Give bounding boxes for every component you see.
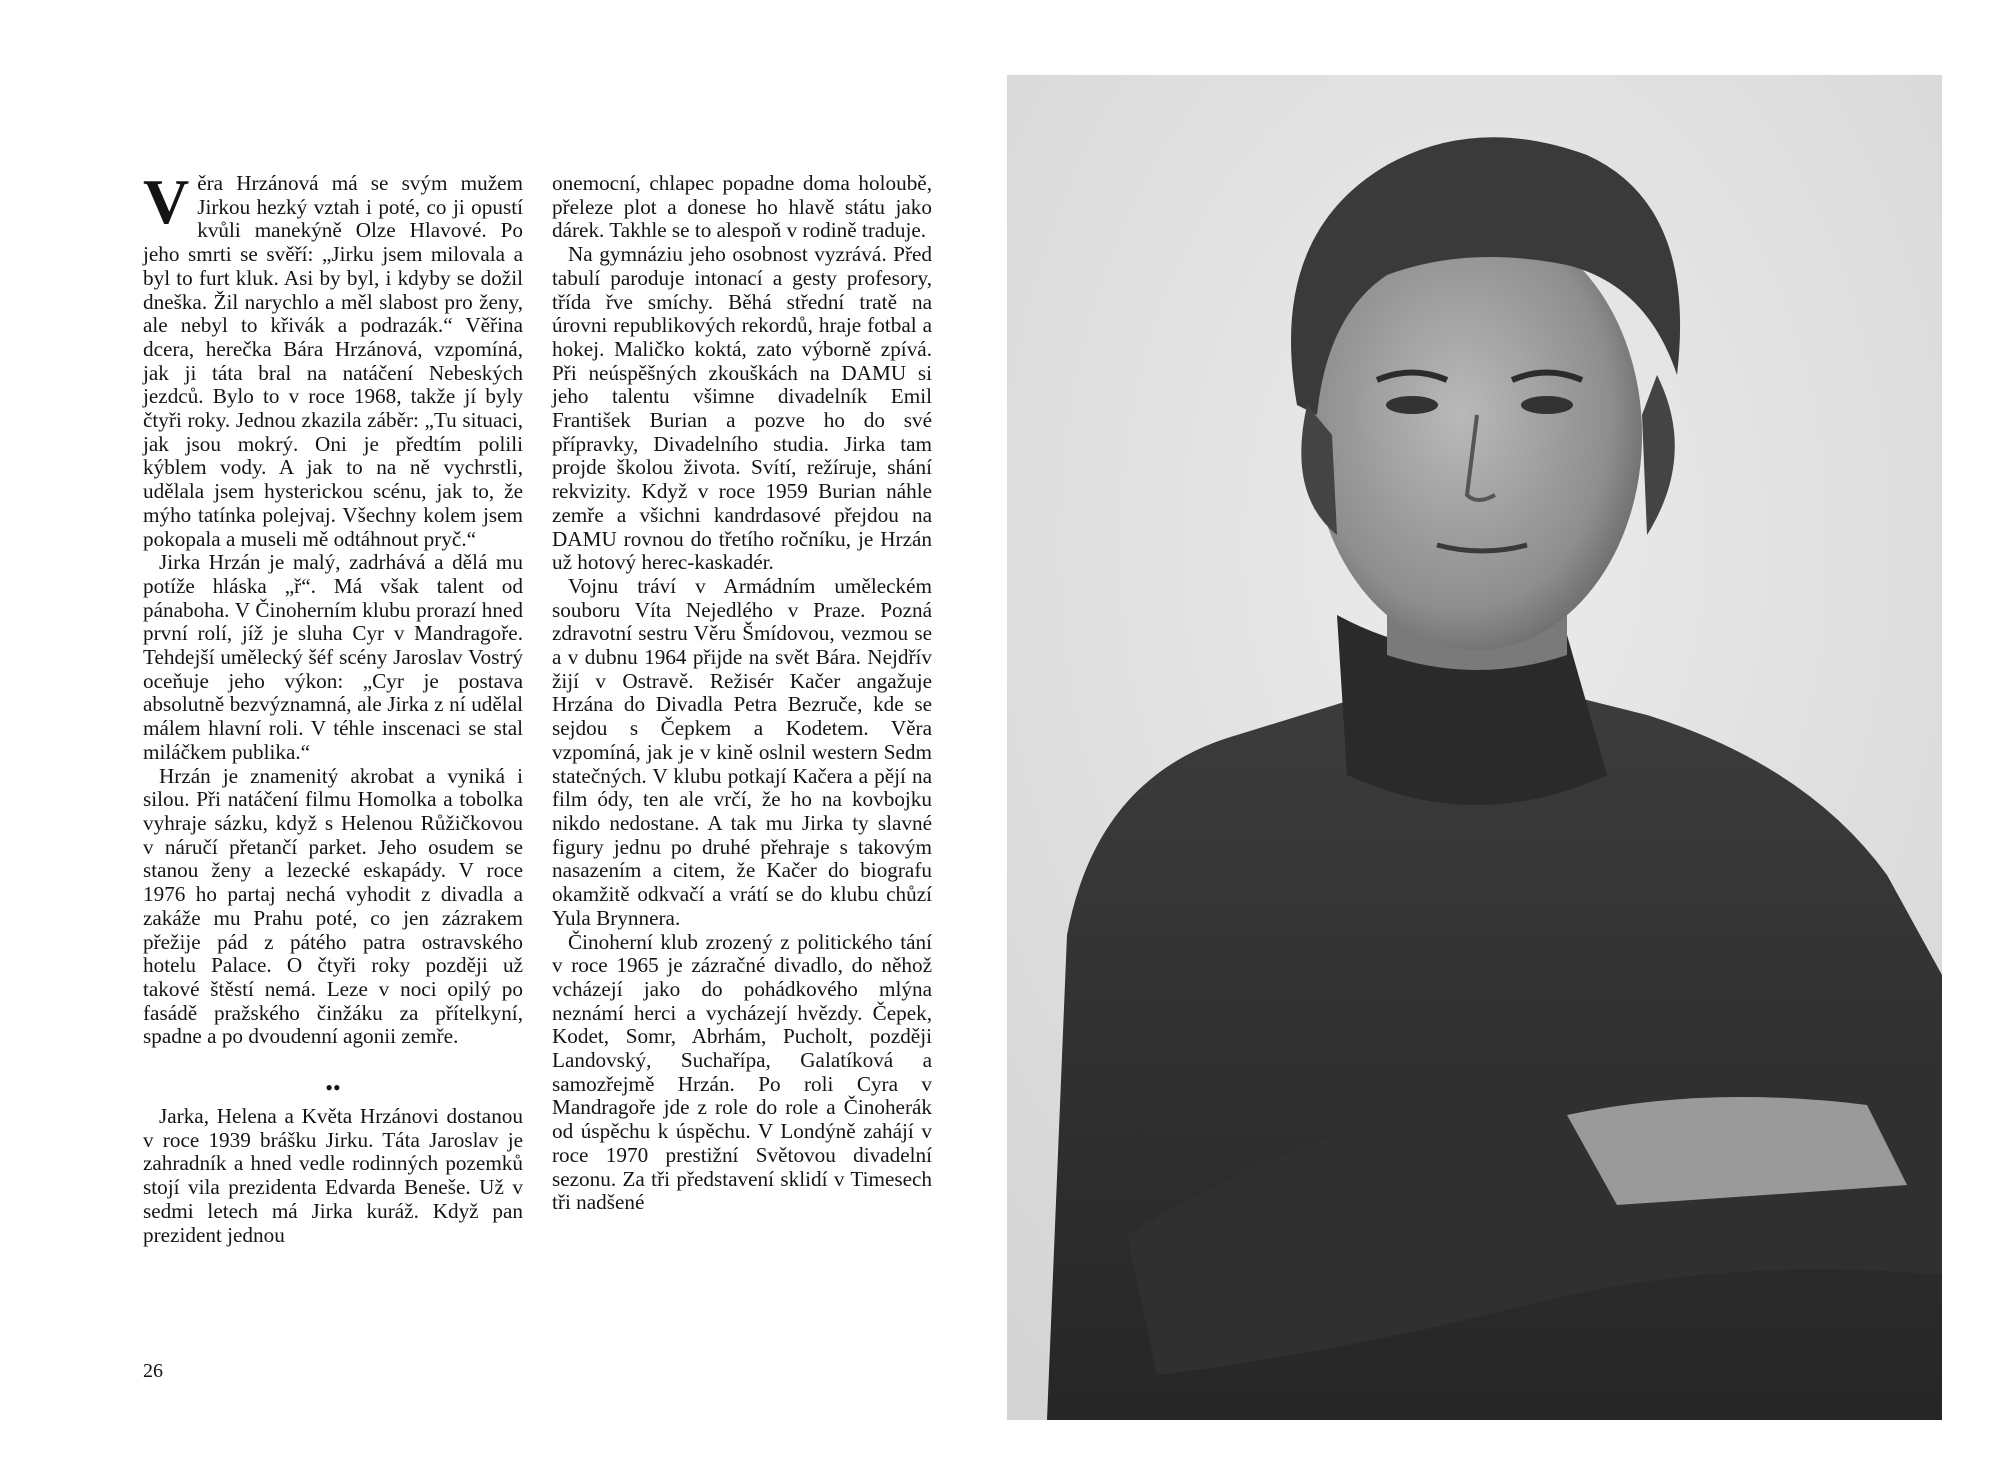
text-column-left [143, 166, 523, 1247]
paragraph-continued: onemocní, chlapec popadne doma holoubě, přeleze plot a donese ho hlavě státu jako dárek. Takhle se to alespoň v rodině traduje. [552, 171, 932, 243]
paragraph: Činoherní klub zrozený z politického tání v roce 1965 je zázračné divadlo, do něhož vcházejí jako do pohádkového mlýna neznámí herci a vycházejí hvězdy. Čepek, Kodet, Somr, Abrhám, Pucholt, později Landovský, Suchařípa, Galatíková a samozřejmě Hrzán. Po roli Cyra v Mandragoře jde z role do role a Činoherák od úspěchu k úspěchu. V Londýně zahájí v roce 1970 prestižní Světovou divadelní sezonu. Za tři představení sklidí v Timesech tři nadšené [552, 929, 932, 1215]
page-number: 26 [143, 1360, 163, 1382]
paragraph: Na gymnáziu jeho osobnost vyzrává. Před tabulí paroduje intonací a gesty profesory, třída řve smíchy. Běhá střední tratě na úrovni republikových rekordů, hraje fotbal a hokej. Maličko koktá, zato výborně zpívá. Při neúspěšných zkouškách na DAMU si jeho talentu všimne divadelník Emil František Burian a pozve ho do své přípravky, Divadelního studia. Jirka tam projde školou života. Svítí, režíruje, shání rekvizity. Když v roce 1959 Burian náhle zemře a všichni kandrdasové přejdou na DAMU rovnou do třetího ročníku, je Hrzán už hotový herec-kaskadér. [552, 242, 932, 575]
text-column-right [552, 172, 932, 1215]
paragraph-opening [143, 166, 523, 551]
section-separator: •• [325, 1075, 341, 1101]
paragraph: Vojnu tráví v Armádním uměleckém souboru Víta Nejedlého v Praze. Pozná zdravotní sestru Věru Šmídovou, vezmou se a v dubnu 1964 přijde na svět Bára. Nejdřív žijí v Ostravě. Režisér Kačer angažuje Hrzána do Divadla Petra Bezruče, kde se sejdou s Čepkem a Kodetem. Věra vzpomíná, jak je v kině oslnil western Sedm statečných. V klubu potkají Kačera a pějí na film ódy, ten ale vrčí, že ho na kovbojku nikdo nedostane. A tak mu Jirka ty slavné figury jednu po druhé přehraje s takovým nasazením a citem, že Kačer do biografu okamžitě odkvačí a vrátí se do klubu chůzí Yula Brynnera. [552, 573, 932, 930]
paragraph: Hrzán je znamenitý akrobat a vyniká i silou. Při natáčení filmu Homolka a tobolka vyhraje sázku, když s Helenou Růžičkovou v náručí přetančí parket. Jeho osudem se stanou ženy a lezecké eskapády. V roce 1976 ho partaj nechá vyhodit z divadla a zakáže mu Prahu poté, co jen zázrakem přežije pád z pátého patra ostravského hotelu Palace. O čtyři roky později už takové štěstí nemá. Leze v noci opilý po fasádě pražského činžáku za přítelkyní, spadne a po dvoudenní agonii zemře. [143, 763, 523, 1049]
drop-cap: V [143, 166, 190, 237]
portrait-photo [1007, 75, 1942, 1420]
paragraph-text: ěra Hrzánová má se svým mužem Jirkou hezký vztah i poté, co ji opustí kvůli manekýně Olze Hlavové. Po jeho smrti se svěří: „Jirku jsem milovala a byl to furt kluk. Asi by byl, i kdyby se dožil dneška. Žil narychlo a měl slabost pro ženy, ale nebyl to křivák a podrazák.“ Věřina dcera, herečka Bára Hrzánová, vzpomíná, jak ji táta bral na natáčení Nebeských jezdců. Bylo to v roce 1968, takže jí byly čtyři roky. Jednou zkazila záběr: „Tu situaci, jak jsou mokrý. Oni je předtím polili kýblem vody. A jak to na ně vychrstli, udělala jsem hysterickou scénu, jak to, že mýho tatínka polejvaj. Všechny kolem jsem pokopala a museli mě odtáhnout pryč.“ [143, 171, 523, 551]
paragraph: Jirka Hrzán je malý, zadrhává a dělá mu potíže hláska „ř“. Má však talent od pánaboha. V Činoherním klubu prorazí hned první rolí, jíž je sluha Cyr v Mandragoře. Tehdejší umělecký šéf scény Jaroslav Vostrý oceňuje jeho výkon: „Cyr je postava absolutně bezvýznamná, ale Jirka z ní udělal málem hlavní roli. V téhle inscenaci se stal miláčkem publika.“ [143, 550, 523, 764]
paragraph: Jarka, Helena a Květa Hrzánovi dostanou v roce 1939 brášku Jirku. Táta Jaroslav je zahradník a hned vedle rodinných pozemků stojí vila prezidenta Edvarda Beneše. Už v sedmi letech má Jirka kuráž. Když pan prezident jednou [143, 1104, 523, 1247]
